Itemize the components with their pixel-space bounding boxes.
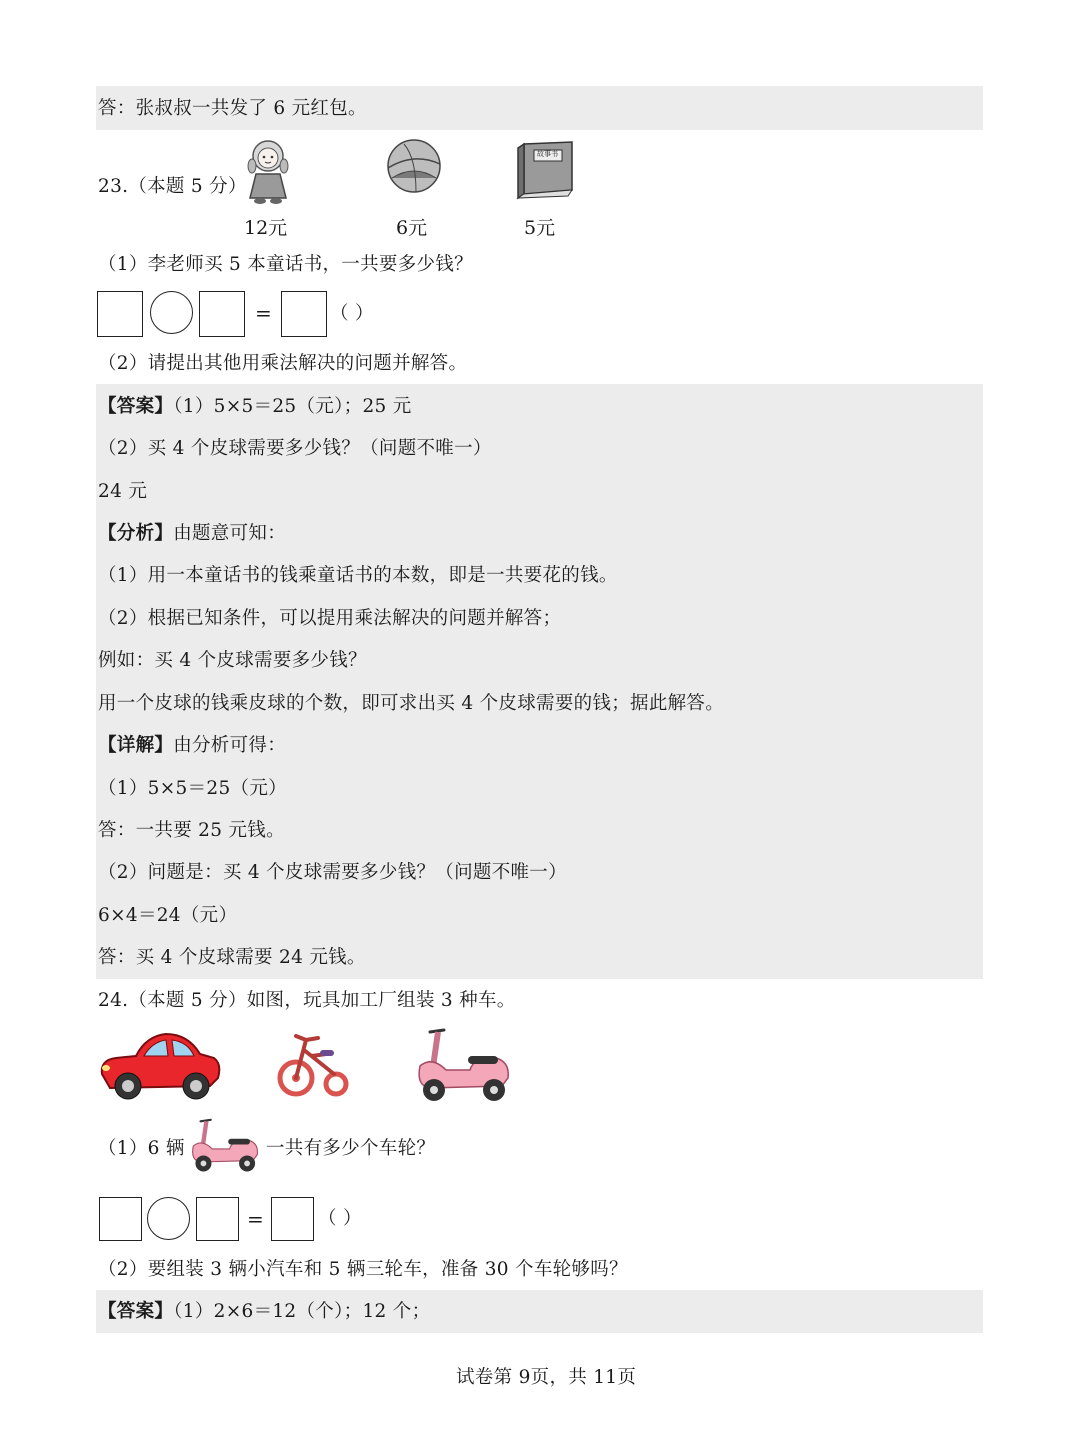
detail-tag: 【详解】 bbox=[98, 735, 174, 756]
q23-analysis-1: （1）用一本童话书的钱乘童话书的本数，即是一共要花的钱。 bbox=[98, 565, 618, 586]
q23-detail-3: （2）问题是：买 4 个皮球需要多少钱？（问题不唯一） bbox=[98, 862, 567, 883]
q22-answer: 答：张叔叔一共发了 6 元红包。 bbox=[98, 98, 367, 119]
q23-detail-heading bbox=[98, 734, 286, 758]
answer-block-23 bbox=[96, 384, 983, 979]
answer-tag: 【答案】 bbox=[98, 1301, 174, 1322]
answer-text: （1）2×6＝12（个）；12 个； bbox=[173, 1301, 431, 1322]
scooter-inline-icon bbox=[186, 1116, 266, 1176]
q24-heading: 24.（本题 5 分）如图，玩具加工厂组装 3 种车。 bbox=[98, 990, 516, 1011]
car-icon bbox=[96, 1022, 224, 1104]
unit-parentheses: （ ） bbox=[330, 303, 374, 324]
answer-text: （1）5×5＝25（元）；25 元 bbox=[173, 396, 412, 417]
q23-part1: （1）李老师买 5 本童话书，一共要多少钱？ bbox=[98, 254, 473, 275]
q24-part1-prefix: （1）6 辆 bbox=[98, 1138, 185, 1159]
q23-answer-line3: 24 元 bbox=[98, 481, 148, 502]
q24-answer-line1 bbox=[98, 1300, 430, 1324]
answer-box-2[interactable] bbox=[196, 1197, 239, 1241]
detail-intro: 由分析可得： bbox=[173, 735, 287, 756]
equals-sign: = bbox=[247, 1207, 264, 1231]
q23-answer-line2: （2）买 4 个皮球需要多少钱？（问题不唯一） bbox=[98, 438, 492, 459]
q23-heading: 23.（本题 5 分） bbox=[98, 176, 247, 197]
doll-price: 12元 bbox=[244, 217, 288, 239]
q23-detail-2: 答：一共要 25 元钱。 bbox=[98, 820, 285, 841]
answer-box-result[interactable] bbox=[281, 291, 327, 337]
book-price: 5元 bbox=[524, 217, 556, 239]
q23-analysis-4: 用一个皮球的钱乘皮球的个数，即可求出买 4 个皮球需要的钱；据此解答。 bbox=[98, 693, 725, 714]
q24-part2: （2）要组装 3 辆小汽车和 5 辆三轮车，准备 30 个车轮够吗？ bbox=[98, 1259, 628, 1280]
q24-part1-suffix: 一共有多少个车轮？ bbox=[266, 1138, 436, 1159]
q23-answer-line1 bbox=[98, 395, 412, 419]
scooter-icon bbox=[410, 1026, 520, 1106]
operator-circle[interactable] bbox=[147, 1197, 190, 1240]
ball-price: 6元 bbox=[396, 217, 428, 239]
tricycle-icon bbox=[276, 1030, 350, 1100]
ball-icon bbox=[386, 138, 442, 194]
q23-analysis-heading bbox=[98, 522, 286, 546]
q23-detail-1: （1）5×5＝25（元） bbox=[98, 778, 287, 799]
unit-parentheses: （ ） bbox=[318, 1208, 362, 1229]
q23-detail-4: 6×4＝24（元） bbox=[98, 905, 238, 926]
answer-box-result[interactable] bbox=[271, 1197, 314, 1241]
analysis-tag: 【分析】 bbox=[98, 523, 174, 544]
book-icon bbox=[514, 138, 578, 202]
book-cover-label: 故事书 bbox=[537, 150, 558, 158]
q23-analysis-2: （2）根据已知条件，可以提用乘法解决的问题并解答； bbox=[98, 608, 562, 629]
answer-box-1[interactable] bbox=[97, 291, 143, 337]
page-footer: 试卷第 9页，共 11页 bbox=[456, 1367, 637, 1388]
operator-circle[interactable] bbox=[150, 291, 193, 334]
q23-detail-5: 答：买 4 个皮球需要 24 元钱。 bbox=[98, 947, 366, 968]
analysis-intro: 由题意可知： bbox=[173, 523, 287, 544]
answer-tag: 【答案】 bbox=[98, 396, 174, 417]
q23-part2: （2）请提出其他用乘法解决的问题并解答。 bbox=[98, 353, 468, 374]
answer-box-1[interactable] bbox=[99, 1197, 142, 1241]
doll-icon bbox=[240, 134, 296, 206]
answer-box-2[interactable] bbox=[199, 291, 245, 337]
q23-analysis-3: 例如：买 4 个皮球需要多少钱？ bbox=[98, 650, 367, 671]
equals-sign: = bbox=[255, 301, 272, 325]
